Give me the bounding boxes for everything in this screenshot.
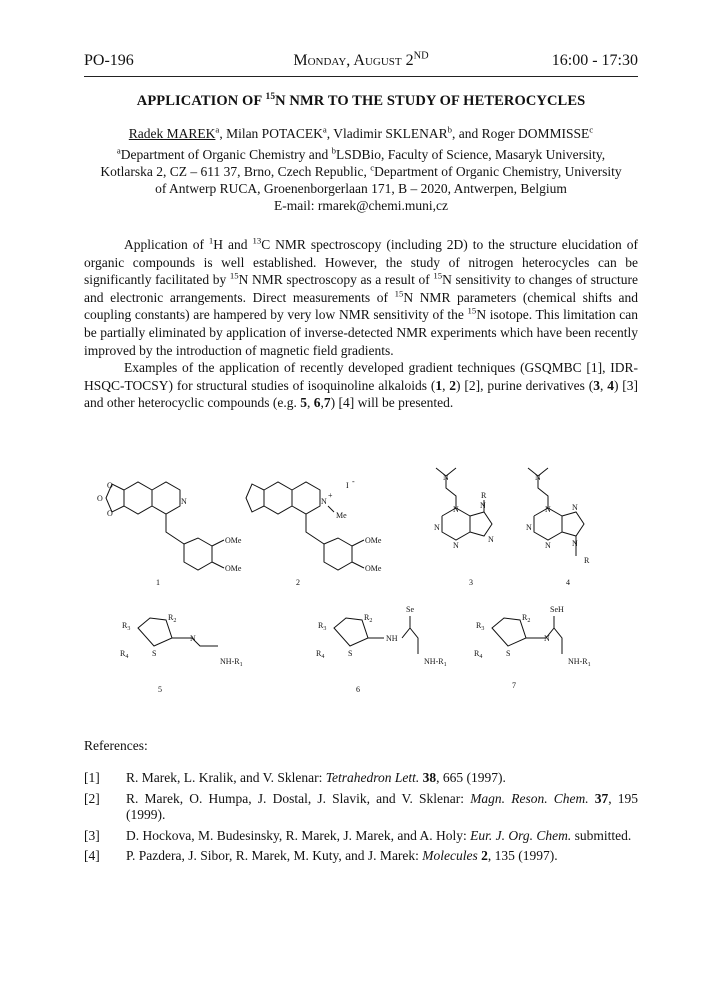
ome-label: OMe [365,536,382,545]
compound-label-3: 3 [469,578,473,587]
atom-n-plus: N [321,497,327,506]
atom-n: N [545,541,551,550]
compound-label-4: 4 [566,578,570,587]
atom-n: N [190,634,196,643]
atom-n: N [453,541,459,550]
compound-label-5: 5 [158,685,162,694]
ome-label: OMe [365,564,382,573]
poster-code: PO-196 [84,52,134,69]
atom-n: N [488,535,494,544]
structure-6 [316,605,447,694]
atom-n: N [535,473,541,482]
r4: $R_4$ [316,649,325,660]
paper-title: APPLICATION OF $^{15}$N NMR TO THE STUDY OF HETEROCYCLES [136,92,586,109]
atom-n: N [526,523,532,532]
charge-minus: - [352,477,355,486]
compound-label-1: 1 [156,578,160,587]
atom-n: N [480,501,486,510]
ome-label: OMe [225,536,242,545]
page-header [84,52,638,74]
author: Milan POTACEK [226,126,323,141]
atom-n: N [572,539,578,548]
reference-item: [4] P. Pazdera, J. Sibor, R. Marek, M. Kuty, and J. Marek: Molecules 2, 135 (1997). [84,848,558,863]
atom-n: N [572,503,578,512]
reference-item: [3] D. Hockova, M. Budesinsky, R. Marek, J. Marek, and A. Holy: Eur. J. Org. Chem. submitted. [84,827,632,843]
abstract-body [84,236,638,412]
affiliations: $^a$Department of Organic Chemistry and $^b$LSDBio, Faculty of Science, Masaryk University, Kotlarska 2, CZ – 611 37, Brno, Czech Republic, $^c$Department of Organic Chemistry, University of Antwerp RUCA, Groenenborgerlaan 171, B – 2020, Antwerpen, Belgium E-mail: rmarek@chemi.muni,cz [84,146,638,214]
iodide: I [346,481,349,490]
methyl: Me [336,511,347,520]
r4: $R_4$ [120,649,129,660]
selh: SeH [550,605,564,614]
author: Vladimir SKLENAR [333,126,448,141]
r2: $R_2$ [522,613,531,624]
r3: $R_3$ [318,621,327,632]
nh-r1: $NH-R_1$ [424,657,447,668]
atom-o: O [107,509,113,518]
ome-label: OMe [225,564,242,573]
atom-o: O [97,494,103,503]
structure-2 [246,477,382,587]
r-group: R [584,556,590,565]
reference-item: [2] R. Marek, O. Humpa, J. Dostal, J. Slavik, and V. Sklenar: Magn. Reson. Chem. 37, 195 (1999). [84,790,639,822]
contact-email: E-mail: rmarek@chemi.muni,cz [274,198,448,213]
session-date: Monday, August 2ND [293,50,429,69]
header-rule [84,76,638,77]
reference-item: [1] R. Marek, L. Kralik, and V. Sklenar: Tetrahedron Lett. 38, 665 (1997). [84,770,506,785]
atom-s: S [348,649,353,658]
atom-n: N [545,505,551,514]
atom-n: N [443,473,449,482]
structure-3 [434,468,494,587]
author: Roger DOMMISSE [481,126,590,141]
charge-plus: + [328,491,333,500]
compound-label-6: 6 [356,685,360,694]
atom-o: O [107,481,113,490]
atom-se: Se [406,605,414,614]
r-group: R [481,491,487,500]
nh: NH [386,634,398,643]
paragraph-1: Application of $^1$H and $^{13}$C NMR spectroscopy (including 2D) to the structure elucidation of organic compounds is well established. However, the study of nitrogen heterocycles can be significantly facilitated by $^{15}$N NMR spectroscopy as a result of $^{15}$N sensitivity to changes of structure and electronic arrangements. Direct measurements of $^{15}$N NMR parameters (chemical shifts and coupling constants) are hampered by very low NMR sensitivity of the $^{15}$N isotope. This limitation can be partially eliminated by application of inverse-detected NMR experiments which have been recently improved by the introduction of magnetic field gradients. [84,235,639,358]
nh-r1: $NH-R_1$ [220,657,243,668]
r4: $R_4$ [474,649,483,660]
r2: $R_2$ [168,613,177,624]
author-list: Radek MAREK$^a$, Milan POTACEK$^a$, Vladimir SKLENAR$^b$, and Roger DOMMISSE$^c$ [128,124,594,141]
references-heading: References: [84,738,148,753]
structure-7 [474,605,591,690]
presenting-author: Radek MAREK [128,126,216,141]
r3: $R_3$ [476,621,485,632]
structure-5 [120,613,243,694]
session-time: 16:00 - 17:30 [551,52,638,69]
paragraph-2: Examples of the application of recently developed gradient techniques (GSQMBC [1], IDR-HSQC-TOCSY) for structural studies of isoquinoline alkaloids (1, 2) [2], purine derivatives (3, 4) [3] and other heterocyclic compounds (e.g. 5, 6,7) [4] will be presented. [84,360,639,411]
atom-n: N [181,497,187,506]
compound-label-7: 7 [512,681,516,690]
r3: $R_3$ [122,621,131,632]
chemical-structures-figure [84,460,638,710]
structures-svg [84,460,638,710]
compound-label-2: 2 [296,578,300,587]
atom-n: N [544,634,550,643]
atom-s: S [506,649,511,658]
atom-n: N [434,523,440,532]
atom-n: N [453,505,459,514]
structure-4 [526,468,590,587]
atom-s: S [152,649,157,658]
nh-r1: $NH-R_1$ [568,657,591,668]
r2: $R_2$ [364,613,373,624]
structure-1 [97,481,242,587]
reference-list [84,770,638,869]
